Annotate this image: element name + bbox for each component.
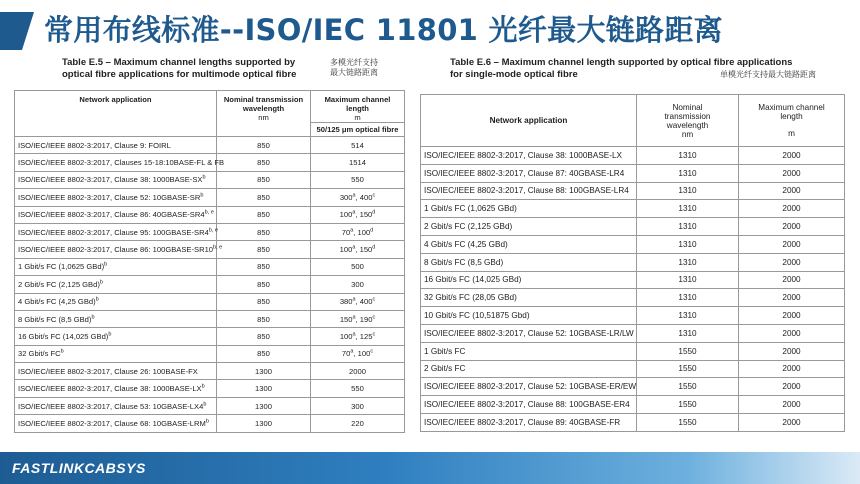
cell-wavelength: 1310 bbox=[637, 307, 739, 325]
cell-max-length: 100$^a$, 150$^d$ bbox=[311, 206, 405, 223]
cell-application: ISO/IEC/IEEE 8802-3:2017, Clause 87: 40GBASE-LR4 bbox=[421, 164, 637, 182]
table-row bbox=[421, 342, 845, 360]
cell-application: 16 Gbit/s FC (14,025 GBd) bbox=[421, 271, 637, 289]
cell-max-length: 2000 bbox=[739, 271, 845, 289]
cell-wavelength: 1550 bbox=[637, 396, 739, 414]
cell-max-length: 2000 bbox=[739, 396, 845, 414]
cell-max-length: 2000 bbox=[739, 182, 845, 200]
cell-max-length: 500 bbox=[311, 258, 405, 275]
header-fibre-type: 50/125 μm optical fibre bbox=[311, 123, 405, 137]
cell-wavelength: 1310 bbox=[637, 147, 739, 165]
cell-wavelength: 1310 bbox=[637, 253, 739, 271]
cell-wavelength: 850 bbox=[217, 276, 311, 293]
cell-max-length: 2000 bbox=[739, 289, 845, 307]
cell-wavelength: 1550 bbox=[637, 378, 739, 396]
slide-title: 常用布线标准--ISO/IEC 11801 光纤最大链路距离 bbox=[44, 13, 723, 47]
cell-application: ISO/IEC/IEEE 8802-3:2017, Clause 52: 10GBASE-ER/EW bbox=[421, 378, 637, 396]
table-row bbox=[421, 164, 845, 182]
table-row bbox=[15, 171, 405, 188]
cell-wavelength: 1300 bbox=[217, 380, 311, 397]
cell-wavelength: 1310 bbox=[637, 235, 739, 253]
cell-wavelength: 1550 bbox=[637, 413, 739, 431]
cell-application: 10 Gbit/s FC (10,51875 Gbd) bbox=[421, 307, 637, 325]
cell-max-length: 70$^a$, 100$^d$ bbox=[311, 223, 405, 240]
cell-application: ISO/IEC/IEEE 8802-3:2017, Clause 53: 10GBASE-LX4$^b$ bbox=[15, 397, 217, 414]
table-row bbox=[15, 276, 405, 293]
cell-wavelength: 1550 bbox=[637, 360, 739, 378]
table-row bbox=[421, 289, 845, 307]
cell-max-length: 2000 bbox=[739, 360, 845, 378]
cell-max-length: 300$^a$, 400$^c$ bbox=[311, 189, 405, 206]
cell-max-length: 514 bbox=[311, 137, 405, 154]
cell-wavelength: 1310 bbox=[637, 200, 739, 218]
cell-application: 32 Gbit/s FC (28,05 GBd) bbox=[421, 289, 637, 307]
cell-application: ISO/IEC/IEEE 8802-3:2017, Clause 38: $1000BASE-LX^b$ bbox=[15, 380, 217, 397]
table-row bbox=[15, 415, 405, 432]
table1-cn-note-line1: 多模光纤支持 bbox=[330, 58, 378, 67]
cell-max-length: 100$^a$, 125$^c$ bbox=[311, 328, 405, 345]
header-wavelength: Nominal transmission wavelength nm bbox=[217, 91, 311, 137]
cell-wavelength: 850 bbox=[217, 171, 311, 188]
cell-max-length: 380$^a$, 400$^c$ bbox=[311, 293, 405, 310]
cell-application: ISO/IEC/IEEE 8802-3:2017, Clause 86: 100GBASE-SR10$^{b, e}$ bbox=[15, 241, 217, 258]
cell-application: 8 Gbit/s FC (8,5 GBd) bbox=[421, 253, 637, 271]
cell-max-length: 2000 bbox=[739, 235, 845, 253]
title-accent-bar bbox=[0, 12, 34, 50]
cell-application: 2 Gbit/s FC bbox=[421, 360, 637, 378]
cell-application: ISO/IEC/IEEE 8802-3:2017, Clause 88: 100GBASE-LR4 bbox=[421, 182, 637, 200]
table-row bbox=[15, 241, 405, 258]
header-network-application: Network application bbox=[15, 91, 217, 137]
table2-caption bbox=[450, 57, 816, 81]
cell-application: 2 Gbit/s FC (2,125 GBd)$^b$ bbox=[15, 276, 217, 293]
table-row bbox=[15, 328, 405, 345]
cell-application: 2 Gbit/s FC (2,125 GBd) bbox=[421, 218, 637, 236]
cell-application: 4 Gbit/s FC (4,25 GBd) bbox=[421, 235, 637, 253]
footer-brand: FASTLINKCABSYS bbox=[12, 460, 146, 476]
table-row bbox=[421, 360, 845, 378]
cell-wavelength: 850 bbox=[217, 154, 311, 171]
cell-wavelength: 850 bbox=[217, 189, 311, 206]
cell-application: ISO/IEC/IEEE 8802-3:2017, Clause 38: $1000BASE-SX^b$ bbox=[15, 171, 217, 188]
cell-wavelength: 1300 bbox=[217, 415, 311, 432]
table-row bbox=[15, 380, 405, 397]
cell-wavelength: 1310 bbox=[637, 324, 739, 342]
cell-max-length: 2000 bbox=[739, 324, 845, 342]
cell-application: ISO/IEC/IEEE 8802-3:2017, Clause 38: 1000BASE-LX bbox=[421, 147, 637, 165]
table-row bbox=[15, 345, 405, 362]
cell-wavelength: 850 bbox=[217, 241, 311, 258]
cell-max-length: 2000 bbox=[739, 413, 845, 431]
table-row bbox=[421, 147, 845, 165]
cell-max-length: 1514 bbox=[311, 154, 405, 171]
cell-application: 1 Gbit/s FC (1,0625 GBd)$^b$ bbox=[15, 258, 217, 275]
table-row bbox=[15, 137, 405, 154]
cell-max-length: 150$^a$, 190$^c$ bbox=[311, 310, 405, 327]
header-network-application: Network application bbox=[421, 95, 637, 147]
table-row bbox=[15, 310, 405, 327]
cell-application: ISO/IEC/IEEE 8802-3:2017, Clause 52: $10GBASE-SR^b$ bbox=[15, 189, 217, 206]
table1-cn-note bbox=[330, 58, 378, 78]
table-row bbox=[15, 154, 405, 171]
cell-wavelength: 1310 bbox=[637, 182, 739, 200]
footer-bar bbox=[0, 452, 860, 484]
table1-caption-line1: Table E.5 – Maximum channel lengths supported by bbox=[62, 57, 296, 68]
table-singlemode bbox=[420, 94, 845, 432]
cell-wavelength: 1310 bbox=[637, 289, 739, 307]
table2-caption-line2: for single-mode optical fibre bbox=[450, 69, 578, 80]
cell-application: 8 Gbit/s FC (8,5 GBd)$^b$ bbox=[15, 310, 217, 327]
cell-max-length: 2000 bbox=[739, 164, 845, 182]
cell-application: ISO/IEC/IEEE 8802-3:2017, Clauses 15-18:10BASE-FL & FB bbox=[15, 154, 217, 171]
table-row bbox=[421, 396, 845, 414]
cell-wavelength: 850 bbox=[217, 258, 311, 275]
cell-wavelength: 850 bbox=[217, 328, 311, 345]
cell-application: ISO/IEC/IEEE 8802-3:2017, Clause 52: 10GBASE-LR/LW bbox=[421, 324, 637, 342]
table-row bbox=[421, 235, 845, 253]
table-row bbox=[15, 206, 405, 223]
cell-max-length: 550 bbox=[311, 171, 405, 188]
table-row bbox=[421, 271, 845, 289]
table2-caption-line1: Table E.6 – Maximum channel length supported by optical fibre applications bbox=[450, 57, 793, 68]
cell-application: ISO/IEC/IEEE 8802-3:2017, Clause 68: 10GBASE-LRM$^b$ bbox=[15, 415, 217, 432]
table-row bbox=[421, 307, 845, 325]
cell-max-length: 2000 bbox=[739, 307, 845, 325]
cell-wavelength: 850 bbox=[217, 293, 311, 310]
table-multimode bbox=[14, 90, 405, 433]
cell-application: ISO/IEC/IEEE 8802-3:2017, Clause 9: FOIRL bbox=[15, 137, 217, 154]
cell-max-length: 220 bbox=[311, 415, 405, 432]
cell-max-length: 2000 bbox=[311, 363, 405, 380]
cell-application: 1 Gbit/s FC (1,0625 GBd) bbox=[421, 200, 637, 218]
cell-max-length: 2000 bbox=[739, 253, 845, 271]
cell-wavelength: 1300 bbox=[217, 397, 311, 414]
header-max-length: Maximum channel length m bbox=[311, 91, 405, 123]
cell-application: 1 Gbit/s FC bbox=[421, 342, 637, 360]
cell-max-length: 2000 bbox=[739, 342, 845, 360]
cell-wavelength: 1300 bbox=[217, 363, 311, 380]
cell-application: 32 Gbit/s $FC^b$ bbox=[15, 345, 217, 362]
table-row bbox=[421, 324, 845, 342]
cell-max-length: 300 bbox=[311, 397, 405, 414]
table-row bbox=[421, 413, 845, 431]
cell-wavelength: 850 bbox=[217, 206, 311, 223]
table1-caption-line2: optical fibre applications for multimode optical fibre bbox=[62, 69, 297, 80]
table-row bbox=[15, 223, 405, 240]
table-row bbox=[15, 258, 405, 275]
table-row bbox=[15, 397, 405, 414]
table-row bbox=[15, 293, 405, 310]
cell-max-length: 100$^a$, 150$^d$ bbox=[311, 241, 405, 258]
cell-wavelength: 850 bbox=[217, 345, 311, 362]
cell-application: 16 Gbit/s FC (14,025 GBd)$^b$ bbox=[15, 328, 217, 345]
cell-max-length: 2000 bbox=[739, 378, 845, 396]
cell-max-length: 300 bbox=[311, 276, 405, 293]
table1-caption bbox=[62, 57, 296, 81]
cell-wavelength: 1310 bbox=[637, 164, 739, 182]
table1-cn-note-line2: 最大链路距离 bbox=[330, 68, 378, 77]
cell-wavelength: 1310 bbox=[637, 271, 739, 289]
cell-max-length: 2000 bbox=[739, 147, 845, 165]
table-row bbox=[421, 200, 845, 218]
cell-max-length: 2000 bbox=[739, 218, 845, 236]
table-row bbox=[421, 378, 845, 396]
cell-max-length: 70$^a$, 100$^c$ bbox=[311, 345, 405, 362]
cell-application: ISO/IEC/IEEE 8802-3:2017, Clause 26: 100BASE-FX bbox=[15, 363, 217, 380]
header-wavelength: Nominal transmission wavelength nm bbox=[637, 95, 739, 147]
cell-application: ISO/IEC/IEEE 8802-3:2017, Clause 89: 40GBASE-FR bbox=[421, 413, 637, 431]
table-row bbox=[15, 189, 405, 206]
table-row bbox=[421, 218, 845, 236]
cell-max-length: 550 bbox=[311, 380, 405, 397]
table-row bbox=[15, 363, 405, 380]
cell-wavelength: 1310 bbox=[637, 218, 739, 236]
cell-wavelength: 850 bbox=[217, 137, 311, 154]
header-max-length: Maximum channel length m bbox=[739, 95, 845, 147]
cell-wavelength: 1550 bbox=[637, 342, 739, 360]
cell-wavelength: 850 bbox=[217, 223, 311, 240]
cell-wavelength: 850 bbox=[217, 310, 311, 327]
cell-application: ISO/IEC/IEEE 8802-3:2017, Clause 86: 40GBASE-SR4$^{b, e}$ bbox=[15, 206, 217, 223]
table2-cn-note: 单模光纤支持最大链路距离 bbox=[720, 70, 816, 79]
cell-application: 4 Gbit/s FC (4,25 GBd)$^b$ bbox=[15, 293, 217, 310]
table-row bbox=[421, 182, 845, 200]
cell-application: ISO/IEC/IEEE 8802-3:2017, Clause 88: 100GBASE-ER4 bbox=[421, 396, 637, 414]
table-row bbox=[421, 253, 845, 271]
cell-max-length: 2000 bbox=[739, 200, 845, 218]
cell-application: ISO/IEC/IEEE 8802-3:2017, Clause 95: 100GBASE-SR4$^{b, e}$ bbox=[15, 223, 217, 240]
